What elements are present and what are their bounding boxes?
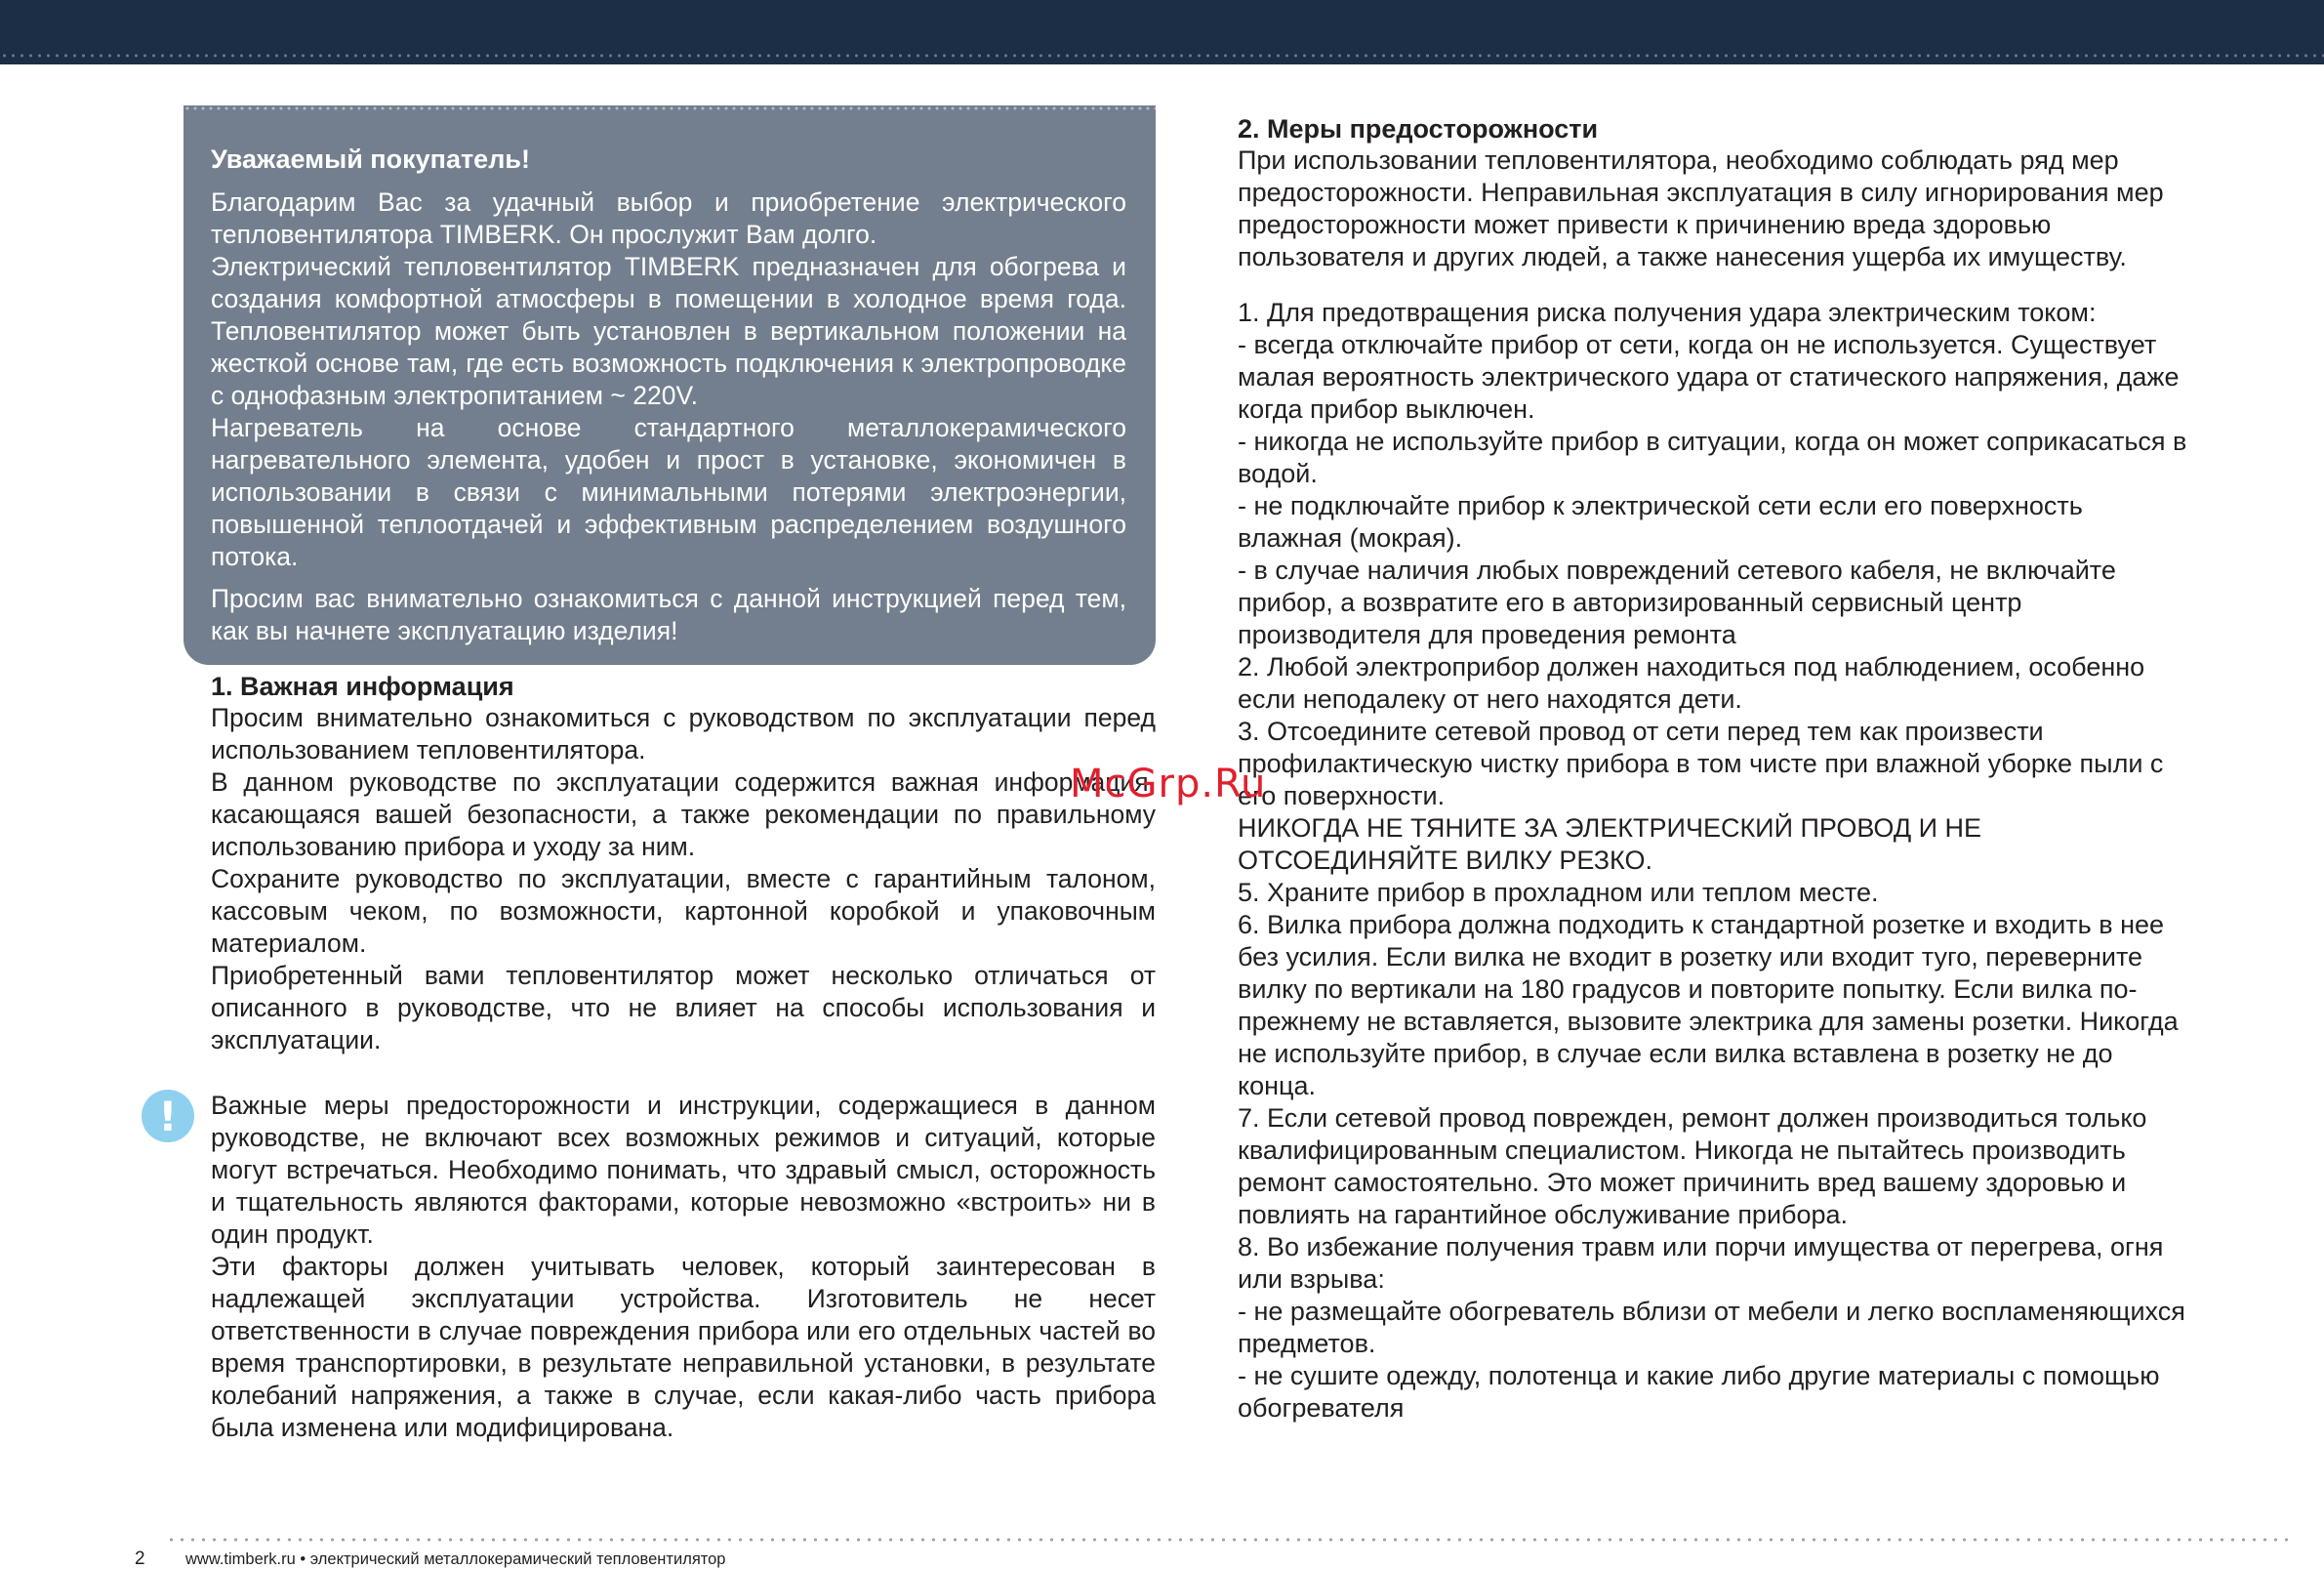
warning-paragraph: Эти факторы должен учитывать человек, который заинтересован в надлежащей эксплуатации устройства. Изготовитель не несет ответственности в случае повреждения прибора или его отдельных частей во время транспортировки, в результате неправильной установки, в результате колебаний напряжения, а также в случае, если какая-либо часть прибора была изменена или модифицирована. [211,1252,1156,1442]
watermark: McGrp.Ru [1070,762,1267,806]
precaution-item: 5. Храните прибор в прохладном или теплом месте. [1238,878,1879,907]
section-title: 2. Меры предосторожности [1238,114,1599,144]
top-banner [0,0,2324,64]
right-column [1238,113,2194,1425]
warning-paragraph: Важные меры предосторожности и инструкции, содержащиеся в данном руководстве, не включают всех возможных режимов и ситуаций, которые могут встречаться. Необходимо понимать, что здравый смысл, осторожность и тщательность являются факторами, которые невозможно «встроить» ни в один продукт. [211,1091,1156,1249]
greeting-paragraph: Электрический тепловентилятор TIMBERK предназначен для обогрева и создания комфортной атмосферы в помещении в холодное время года. Тепловентилятор может быть установлен в вертикальном положении на жесткой основе там, где есть возможность подключения к электропроводке с однофазным электропитанием ~ 220V. [211,252,1126,410]
warning-note [158,1090,1156,1444]
section-paragraph: Просим внимательно ознакомиться с руководством по эксплуатации перед использованием тепловентилятора. [211,703,1156,764]
precaution-item: 8. Во избежание получения травм или порчи имущества от перегрева, огня или взрыва: [1238,1232,2164,1294]
section-paragraph: Приобретенный вами тепловентилятор может несколько отличаться от описанного в руководстве, что не влияет на способы использования и эксплуатации. [211,961,1156,1054]
precaution-item: 3. Отсоедините сетевой провод от сети перед тем как произвести профилактическую чистку прибора в том чисте при влажной уборке пыли с его поверхности. [1238,717,2164,810]
precaution-item: НИКОГДА НЕ ТЯНИТЕ ЗА ЭЛЕКТРИЧЕСКИЙ ПРОВОД И НЕ ОТСОЕДИНЯЙТЕ ВИЛКУ РЕЗКО. [1238,813,1982,875]
footer-divider [166,1537,2291,1543]
section-intro [1238,145,2194,273]
greeting-closing: Просим вас внимательно ознакомиться с данной инструкцией перед тем, как вы начнете эксплуатацию изделия! [211,584,1126,645]
section-paragraph: В данном руководстве по эксплуатации содержится важная информация, касающаяся вашей безопасности, а также рекомендации по правильному использованию прибора и уходу за ним. [211,767,1156,861]
precaution-item: - никогда не используйте прибор в ситуации, когда он может соприкасаться в водой. [1238,427,2187,488]
greeting-paragraph: Нагреватель на основе стандартного металлокерамического нагревательного элемента, удобен и прост в установке, экономичен в использовании в связи с минимальными потерями электроэнергии, повышенной теплоотдачей и эффективным распределением воздушного потока. [211,413,1126,571]
precaution-item: - не сушите одежду, полотенца и какие либо другие материалы с помощью обогревателя [1238,1361,2160,1423]
precaution-item: - в случае наличия любых повреждений сетевого кабеля, не включайте прибор, а возвратите его в авторизированный сервисный центр производителя для проведения ремонта [1238,556,2116,649]
left-column [158,105,1156,1444]
precaution-item: 7. Если сетевой провод поврежден, ремонт должен производиться только квалифицированным специалистом. Никогда не пытайтесь производить ремонт самостоятельно. Это может причинить вред вашему здоровью и повлиять на гарантийное обслуживание прибора. [1238,1103,2147,1229]
page-number: 2 [135,1549,145,1569]
dotted-line [0,53,2324,59]
intro-paragraph: При использовании тепловентилятора, необходимо соблюдать ряд мер предосторожности. Неправильная эксплуатация в силу игнорирования мер предосторожности может привести к причинению вреда здоровью пользователя и других людей, а также нанесения ущерба их имуществу. [1238,145,2164,271]
precaution-item: 2. Любой электроприбор должен находиться под наблюдением, особенно если неподалеку от него находятся дети. [1238,652,2145,714]
precaution-item: 6. Вилка прибора должна подходить к стандартной розетке и входить в нее без усилия. Если вилка не входит в розетку или входит туго, переверните вилку по вертикали на 180 градусов и повторите попытку. Если вилка по-прежнему не вставляется, вызовите электрика для замены розетки. Никогда не используйте прибор, в случае если вилка вставлена в розетку не до конца. [1238,910,2179,1100]
section-title: 1. Важная информация [211,672,514,701]
greeting-box [183,105,1156,665]
precaution-item: - не размещайте обогреватель вблизи от мебели и легко воспламеняющихся предметов. [1238,1297,2185,1358]
footer-text: www.timberk.ru • электрический металлокерамический тепловентилятор [185,1550,726,1568]
section-paragraph: Сохраните руководство по эксплуатации, вместе с гарантийным талоном, кассовым чеком, по возможности, картонной коробкой и упаковочным материалом. [211,864,1156,958]
precaution-list [1238,297,2194,1425]
section-important-info [183,671,1156,1056]
precaution-item: 1. Для предотвращения риска получения удара электрическим током: [1238,298,2097,327]
greeting-title: Уважаемый покупатель! [211,145,530,174]
precaution-item: - не подключайте прибор к электрической сети если его поверхность влажная (мокрая). [1238,491,2083,553]
precaution-item: - всегда отключайте прибор от сети, когда он не используется. Существует малая вероятность электрического удара от статического напряжения, даже когда прибор выключен. [1238,330,2180,424]
greeting-paragraph: Благодарим Вас за удачный выбор и приобретение электрического тепловентилятора TIMBERK. Он прослужит Вам долго. [211,187,1126,249]
exclamation-icon: ! [142,1090,194,1142]
